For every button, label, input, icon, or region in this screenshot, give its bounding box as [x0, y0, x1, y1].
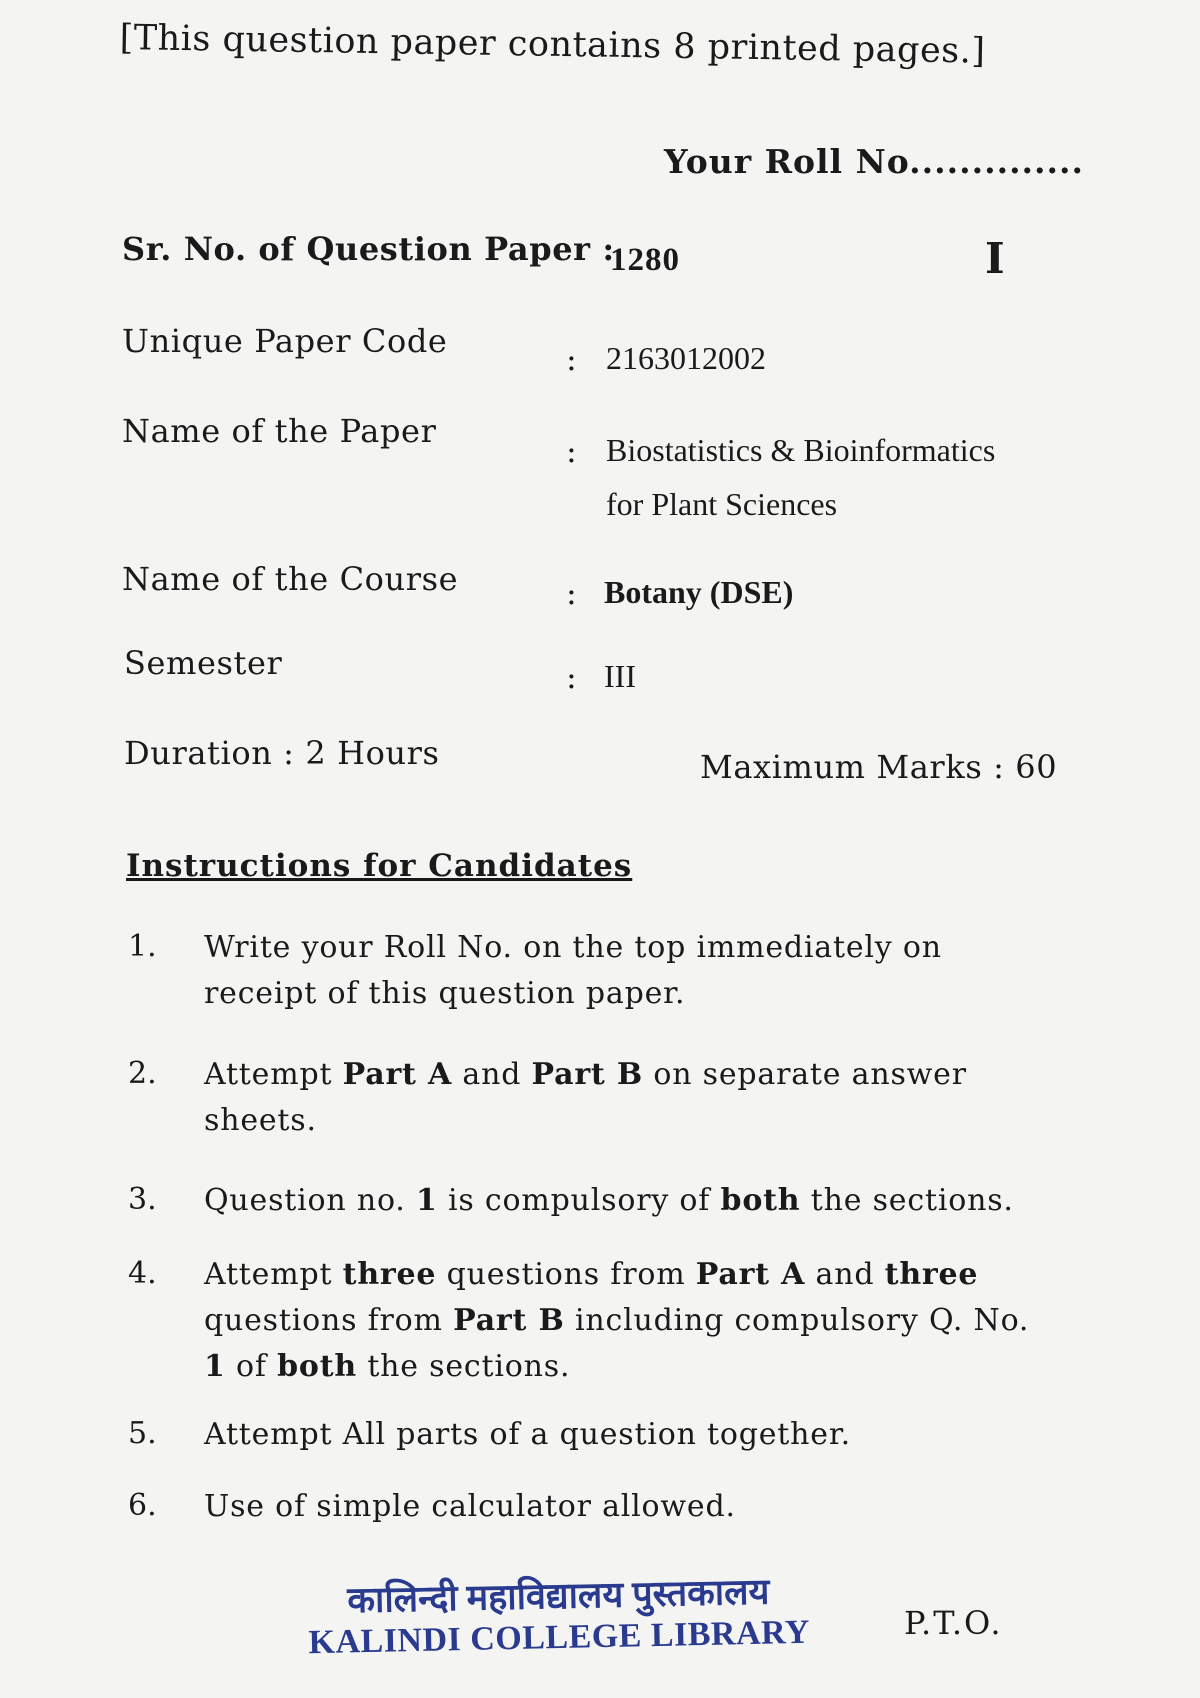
duration: Duration : 2 Hours	[124, 734, 440, 772]
instruction-fragment: Question no.	[204, 1183, 416, 1218]
instruction-emphasis: both	[277, 1349, 357, 1384]
instruction-emphasis: Part A	[695, 1257, 806, 1292]
instruction-number: 4.	[128, 1256, 157, 1291]
instruction-text	[204, 1484, 1049, 1530]
course-colon: :	[566, 574, 577, 612]
instruction-fragment: is compulsory of	[437, 1183, 721, 1218]
instruction-emphasis: 1	[415, 1183, 438, 1218]
instruction-number: 6.	[128, 1488, 157, 1523]
instruction-fragment: Attempt	[204, 1257, 343, 1292]
maximum-marks: Maximum Marks : 60	[700, 748, 1058, 786]
instruction-number: 1.	[128, 929, 157, 964]
instruction-text	[204, 1252, 1049, 1390]
instruction-fragment: and	[805, 1257, 885, 1292]
instruction-emphasis: three	[342, 1257, 437, 1292]
semester-value: III	[604, 658, 636, 694]
instruction-emphasis: Part A	[342, 1057, 453, 1092]
upc-colon: :	[566, 340, 577, 378]
instruction-fragment: Attempt All parts of a question together.	[204, 1417, 852, 1452]
semester-colon: :	[566, 658, 577, 696]
sr-no-value: 1280	[610, 242, 680, 278]
instruction-fragment: and	[452, 1057, 532, 1092]
sr-no-label: Sr. No. of Question Paper :	[122, 230, 615, 268]
library-stamp	[307, 1565, 810, 1662]
paper-name-label: Name of the Paper	[122, 412, 437, 450]
instruction-fragment: Attempt	[204, 1057, 343, 1092]
instruction-emphasis: Part B	[453, 1303, 565, 1338]
instruction-emphasis: three	[884, 1257, 979, 1292]
instruction-fragment: including compulsory Q. No.	[564, 1303, 1030, 1338]
instruction-fragment: the sections.	[800, 1183, 1014, 1218]
paper-name-value-line2: for Plant Sciences	[606, 486, 838, 522]
instructions-title: Instructions for Candidates	[126, 848, 633, 884]
upc-label: Unique Paper Code	[122, 322, 448, 360]
paper-name-value-line1: Biostatistics & Bioinformatics	[606, 432, 996, 468]
instruction-text	[204, 1412, 1049, 1458]
instruction-number: 2.	[128, 1056, 157, 1091]
instruction-text	[204, 1052, 1049, 1144]
pages-note: [This question paper contains 8 printed pages.]	[119, 18, 986, 72]
course-label: Name of the Course	[122, 560, 459, 598]
instruction-fragment: Use of simple calculator allowed.	[204, 1489, 736, 1524]
instruction-fragment: the sections.	[356, 1349, 571, 1384]
set-code: I	[985, 234, 1005, 283]
instruction-number: 3.	[128, 1182, 157, 1217]
instruction-emphasis: 1	[204, 1349, 226, 1384]
upc-value: 2163012002	[606, 340, 766, 376]
instruction-text	[204, 925, 1049, 1017]
instruction-fragment: questions from	[204, 1303, 454, 1338]
stamp-hindi-text: कालिन्दी महाविद्यालय पुस्तकालय	[346, 1571, 770, 1621]
instruction-fragment: on separate answer sheets.	[204, 1057, 967, 1138]
course-value: Botany (DSE)	[604, 574, 794, 610]
roll-number-field: Your Roll No..............	[664, 142, 1085, 181]
instruction-fragment: of	[225, 1349, 278, 1384]
semester-label: Semester	[124, 644, 283, 682]
instruction-fragment: Write your Roll No. on the top immediately on receipt of this question paper.	[204, 930, 942, 1011]
stamp-english-text: KALINDI COLLEGE LIBRARY	[308, 1613, 811, 1662]
instruction-number: 5.	[128, 1416, 157, 1451]
pto-marker: P.T.O.	[904, 1604, 1003, 1642]
instruction-text	[204, 1178, 1049, 1224]
instruction-emphasis: Part B	[531, 1057, 643, 1092]
instruction-fragment: questions from	[436, 1257, 696, 1292]
instruction-emphasis: both	[720, 1183, 801, 1218]
paper-name-colon: :	[566, 432, 577, 470]
